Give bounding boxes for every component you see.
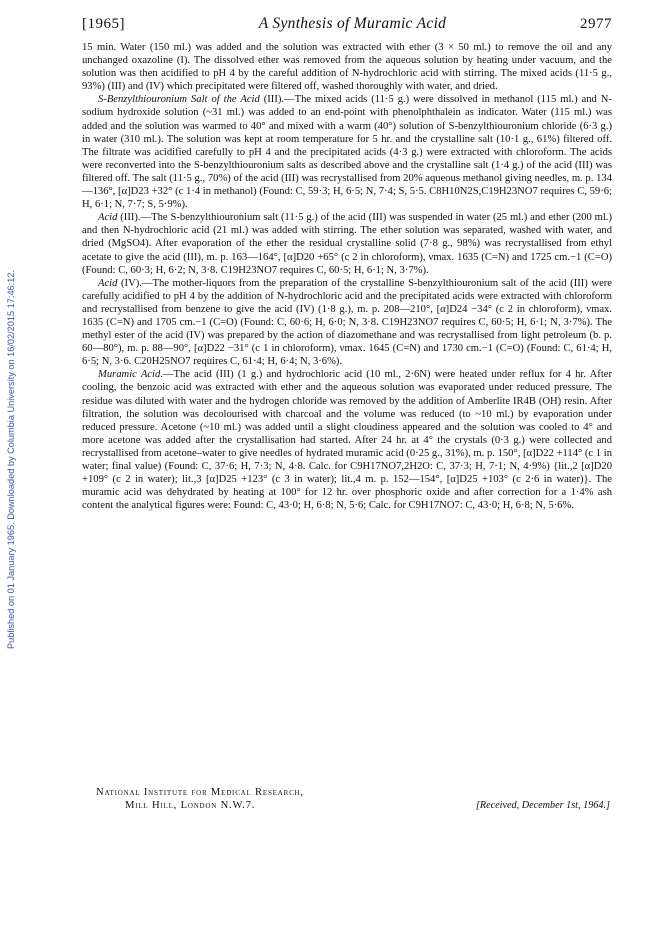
institute-address: Mill Hill, London N.W.7.: [125, 800, 256, 811]
page-number: 2977: [579, 16, 612, 32]
section-heading: S-Benzylthiouronium Salt of the Acid: [98, 94, 260, 106]
paragraph-benzylthiouronium-salt: [82, 93, 612, 211]
article-title: A Synthesis of Muramic Acid: [258, 15, 447, 32]
paragraph-acid-iii: [82, 211, 612, 276]
paragraph-workup: [82, 41, 612, 93]
received-date: [Received, December 1st, 1964.]: [475, 800, 610, 811]
running-head: [82, 15, 612, 37]
section-heading: Acid: [98, 212, 118, 224]
article-body: [82, 41, 612, 512]
paragraph-text: (III).—The S-benzylthiouronium salt (11·5 g.) of the acid (III) was suspended in water (25 ml.) and ether (200 ml.) and then N-hydrochloric acid (21 ml.) was added with stirring. The ether solution was separated, washed with water, and dried (MgSO4). After evaporation of the ether the residual crystalline solid (7·8 g., 98%) was recrystallised from ethyl acetate to give the acid (III), m. p. 163—164°, [α]D20 +65° (c 2 in chloroform), νmax. 1635 (C=N) and 1725 cm.−1 (C=O) (Found: C, 60·3; H, 6·2; N, 3·8. C19H23NO7 requires C, 60·5; H, 6·1; N, 3·7%).: [82, 212, 612, 276]
institute-name: National Institute for Medical Research,: [96, 787, 304, 798]
paragraph-text: (IV).—The mother-liquors from the preparation of the crystalline S-benzylthiouronium salt of the acid (III) were carefully acidified to pH 4 by the addition of N-hydrochloric acid and the precipitated acids were extracted with chloroform and recrystallised from benzene to give the acid (IV) (1·8 g.), m. p. 208—210°, [α]D24 −34° (c 2 in chloroform), νmax. 1635 (C=N) and 1705 cm.−1 (C=O) (Found: C, 60·6; H, 6·0; N, 3·8. C19H23NO7 requires C, 60·5; H, 6·1; N, 3·7%). The methyl ester of the acid (IV) was prepared by the action of diazomethane and was recrystallised from light petroleum (b. p. 60—80°), m. p. 88—90°, [α]D22 −31° (c 1 in chloroform), νmax. 1645 (C=N) and 1730 cm.−1 (C=O) (Found: C, 61·4; H, 6·5; N, 3·6. C20H25NO7 requires C, 61·4; H, 6·4; N, 3·6%).: [82, 277, 612, 368]
paragraph-text: (III).—The mixed acids (11·5 g.) were dissolved in methanol (115 ml.) and N-sodium hydroxide solution (~31 ml.) was added to an end-point with phenolphthalein as indicator. Water (115 ml.) was added and the solution was warmed to 40° and mixed with a warm (40°) solution of S-benzylthiouronium chloride (6·3 g.) in water (310 ml.). The solution was kept at room temperature for 5 hr. and the crystalline salt (10·1 g., 61%) filtered off. The filtrate was acidified carefully to pH 4 and the precipitated acids (4·3 g.) were extracted with chloroform. The acids were reconverted into the S-benzylthiouronium salts as described above and the crystalline salt (1·4 g.) of the acid (III) was filtered off. The salt (11·5 g., 70%) of the acid (III) was recrystallised from 20% aqueous methanol giving needles, m. p. 134—136°, [α]D23 +32° (c 1·4 in methanol) (Found: C, 59·3; H, 6·5; N, 7·4; S, 5·5. C8H10N2S,C19H23NO7 requires C, 59·6; H, 6·1; N, 7·7; S, 5·9%).: [82, 94, 612, 211]
paragraph-muramic-acid: [82, 368, 612, 512]
paragraph-text: .—The acid (III) (1 g.) and hydrochloric acid (10 ml., 2·6N) were heated under reflux for 4 hr. After cooling, the benzoic acid was extracted with ether and the aqueous solution was evaporated under reduced pressure. The residue was diluted with water and the hydrogen chloride was removed by the addition of Amberlite IR4B (OH) resin. After filtration, the solution was decolourised with charcoal and the volume was reduced (to ~10 ml.) by evaporation under reduced pressure. Acetone (~10 ml.) was added until a slight cloudiness appeared and the solution was cooled to 4° and more acetone was added after the crystallisation had started. After 24 hr. at 4° the crystals (0·3 g.) were collected and recrystallised from acetone–water to give needles of hydrated muramic acid (0·25 g., 31%), m. p. 150°, [α]D22 +114° (c 1 in water; final value) (Found: C, 37·6; H, 7·3; N, 4·8. Calc. for C9H17NO7,2H2O: C, 37·3; H, 7·1; N, 4·9%) {lit.,2 [α]D20 +109° (c 2 in water); lit.,3 [α]D25 +123° (c 3 in water); lit.,4 m. p. 152—154°, [α]D25 +103° (c 2·6 in water)}. The muramic acid was dehydrated by heating at 100° for 12 hr. over phosphoric oxide and after correction for a 1·4% ash content the analytical figures were: Found: C, 43·0; H, 6·8; N, 5·6; Calc. for C9H17NO7: C, 43·0; H, 6·8; N, 5·6%.: [82, 369, 612, 512]
paragraph-text: 15 min. Water (150 ml.) was added and the solution was extracted with ether (3 × 50 ml.) to remove the oil and any unchanged oxazoline (I). The dissolved ether was removed from the aqueous solution by heating under vacuum, and the solution was then acidified to pH 4 by the careful addition of N-hydrochloric acid with stirring. The mixed acids (11·5 g., 93%) (III) and (IV) which precipitated were filtered off, washed thoroughly with water, and dried.: [82, 42, 612, 93]
section-heading: Muramic Acid: [98, 369, 161, 381]
affiliation-footer: [82, 787, 612, 821]
paragraph-acid-iv: [82, 277, 612, 369]
section-heading: Acid: [98, 277, 118, 289]
journal-year: [1965]: [82, 16, 125, 32]
download-watermark: Published on 01 January 1965. Downloaded by Columbia University on 16/02/2015 17:46:12.: [6, 270, 16, 650]
